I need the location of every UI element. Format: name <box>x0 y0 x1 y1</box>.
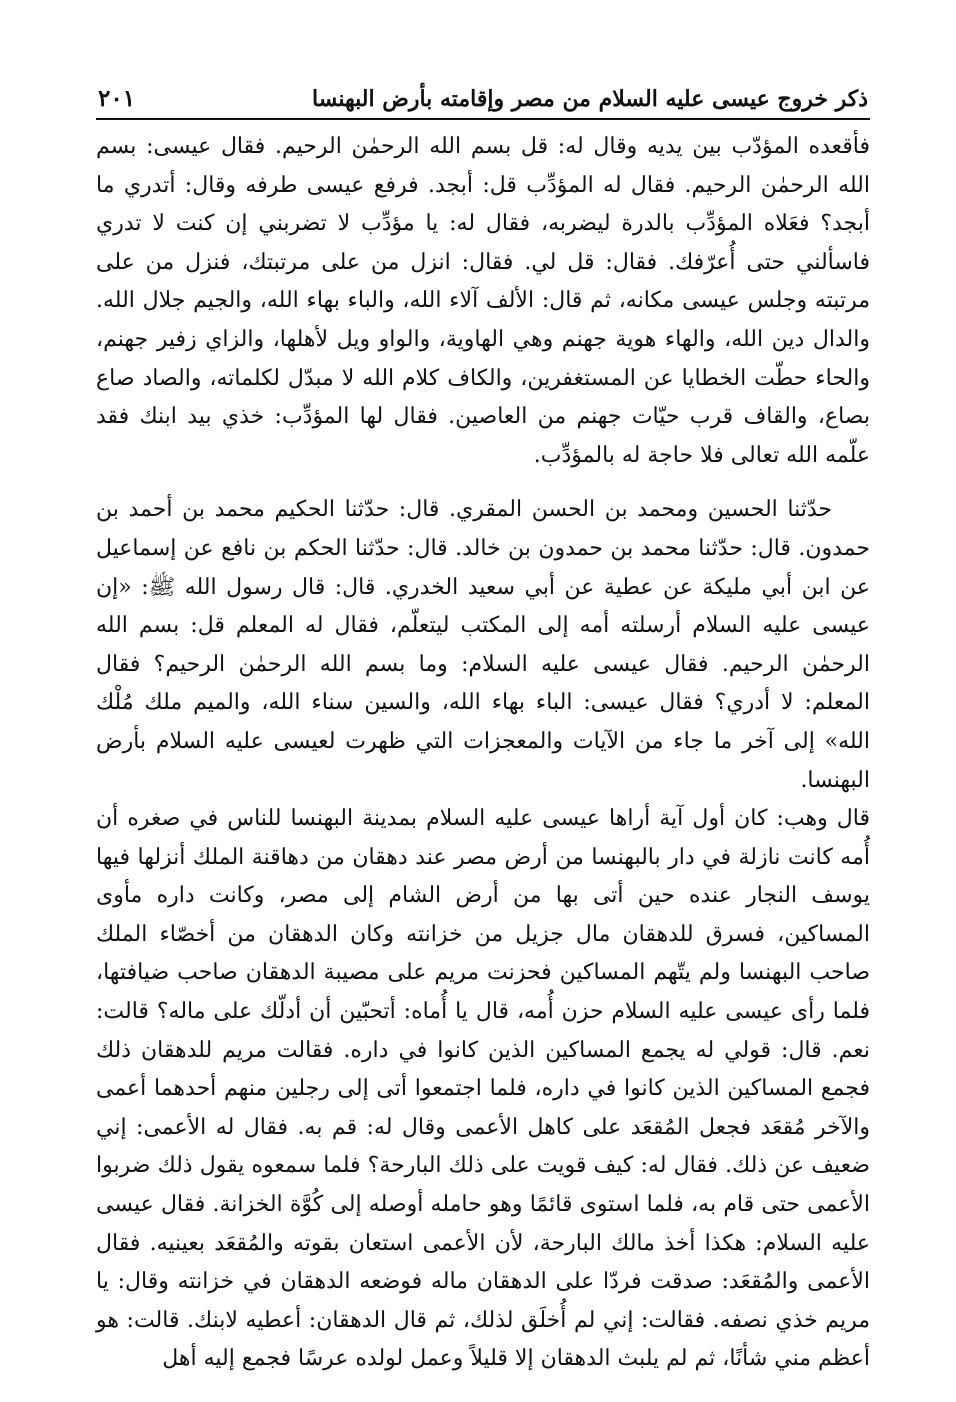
paragraph-wahb-story: قال وهب: كان أول آية أراها عيسى عليه السلام بمدينة البهنسا للناس في صغره أن أُمه كانت نازلة في دار بالبهنسا من أرض مصر عند دهقان من دهاقنة الملك أنزلها فيها يوسف النجار عنده حين أتى بها من أرض الشام إلى مصر، وكانت داره مأوى المساكين، فسرق للدهقان مال جزيل من خزانته وكان الدهقان من أخصّاء الملك صاحب البهنسا ولم يتّهم المساكين فحزنت مريم على مصيبة الدهقان صاحب ضيافتها، فلما رأى عيسى عليه السلام حزن أُمه، قال يا أُماه: أتحبّين أن أدلّك على ماله؟ قالت: نعم. قال: قولي له يجمع المساكين الذين كانوا في داره. فقالت مريم للدهقان ذلك فجمع المساكين الذين كانوا في داره، فلما اجتمعوا أتى إلى رجلين منهم أحدهما أعمى والآخر مُقعَد فجعل المُقعَد على كاهل الأعمى وقال له: قم به. فقال له الأعمى: إني ضعيف عن ذلك. فقال له: كيف قويت على ذلك البارحة؟ فلما سمعوه يقول ذلك ضربوا الأعمى حتى قام به، فلما استوى قائمًا وهو حامله أوصله إلى كُوَّة الخزانة. فقال عيسى عليه السلام: هكذا أخذ مالك البارحة، لأن الأعمى استعان بقوته والمُقعَد بعينيه. فقال الأعمى والمُقعَد: صدقت فردّا على الدهقان ماله فوضعه الدهقان في خزانته وقال: يا مريم خذي نصفه. فقالت: إني لم أُخلَق لذلك، ثم قال الدهقان: أعطيه لابنك. قالت: هو أعظم مني شأنًا، ثم لم يلبث الدهقان إلا قليلاً وعمل لولده عرسًا فجمع إليه أهل <box>96 806 870 1372</box>
chapter-title: ذكر خروج عيسى عليه السلام من مصر وإقامته بأرض البهنسا <box>312 86 868 112</box>
running-head <box>96 84 870 120</box>
book-page <box>96 84 870 1379</box>
paragraph-teacher-story: فأقعده المؤدّب بين يديه وقال له: قل بسم الله الرحمٰن الرحيم. فقال عيسى: بسم الله الرحمٰن الرحيم. فقال له المؤدِّب قل: أبجد. فرفع عيسى طرفه وقال: أتدري ما أبجد؟ فعَلاه المؤدِّب بالدرة ليضربه، فقال له: يا مؤدِّب لا تضربني إن كنت لا تدري فاسألني حتى أُعرّفك. فقال: قل لي. فقال: انزل من على مرتبتك، فنزل من على مرتبته وجلس عيسى مكانه، ثم قال: الألف آلاء الله، والباء بهاء الله، والجيم جلال الله. والدال دين الله، والهاء هوية جهنم وهي الهاوية، والواو ويل لأهلها، والزاي زفير جهنم، والحاء حطّت الخطايا عن المستغفرين، والكاف كلام الله لا مبدّل لكلماته، والصاد صاع بصاع، والقاف قرب حيّات جهنم من العاصين. فقال لها المؤدِّب: خذي بيد ابنك فقد علّمه الله تعالى فلا حاجة له بالمؤدِّب. <box>96 134 871 468</box>
page-number: ٢٠١ <box>98 85 136 112</box>
paragraph-hadith: حدّثنا الحسين ومحمد بن الحسن المقري. قال: حدّثنا الحكيم محمد بن أحمد بن حمدون. قال: حدّثنا محمد بن حمدون بن خالد. قال: حدّثنا الحكم بن نافع عن إسماعيل عن ابن أبي مليكة عن عطية عن أبي سعيد الخدري. قال: قال رسول الله ﷺ: «إن عيسى عليه السلام أرسلته أمه إلى المكتب ليتعلّم، فقال له المعلم قل: بسم الله الرحمٰن الرحيم. فقال عيسى عليه السلام: وما بسم الله الرحمٰن الرحيم؟ فقال المعلم: لا أدري؟ فقال عيسى: الباء بهاء الله، والسين سناء الله، والميم ملك مُلْك الله» إلى آخر ما جاء من الآيات والمعجزات التي ظهرت لعيسى عليه السلام بأرض البهنسا. <box>96 497 870 793</box>
body-text <box>96 128 870 1379</box>
